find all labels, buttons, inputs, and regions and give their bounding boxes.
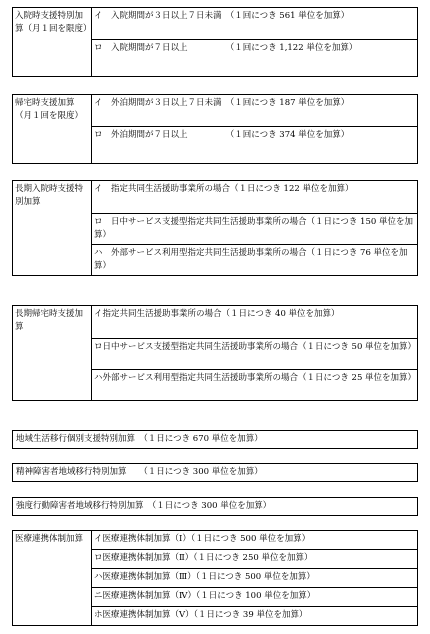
item-row: ホ医療連携体制加算（Ⅴ）（１日につき 39 単位を加算） [92, 607, 418, 626]
section-title: 帰宅時支援加算（月１回を限度） [13, 95, 92, 164]
item-row: ロ 外泊期間が７日以上 （１回につき 374 単位を加算） [92, 127, 418, 164]
row-mental-transition: 精神障害者地域移行特別加算 （１日につき 300 単位を加算） [12, 463, 418, 482]
section-admission-support [12, 7, 418, 77]
section-title: 長期入院時支援特別加算 [13, 181, 92, 276]
item-row: イ医療連携体制加算（Ⅰ）（１日につき 500 単位を加算） [92, 531, 418, 550]
section-title: 長期帰宅時支援加算 [13, 306, 92, 401]
item-row: ハ外部サービス利用型指定共同生活援助事業所の場合（１日につき 25 単位を加算） [92, 370, 418, 401]
item-row: イ 入院期間が３日以上７日未満 （１回につき 561 単位を加算） [92, 8, 418, 40]
item-row: ハ医療連携体制加算（Ⅲ）（１日につき 500 単位を加算） [92, 569, 418, 588]
section-home-visit-support [12, 94, 418, 164]
row-behavior-transition: 強度行動障害者地域移行特別加算 （１日につき 300 単位を加算） [12, 497, 418, 516]
section-long-term-admission [12, 180, 418, 276]
item-row: イ 外泊期間が３日以上７日未満 （１回につき 187 単位を加算） [92, 95, 418, 127]
item-row: ロ医療連携体制加算（Ⅱ）（１日につき 250 単位を加算） [92, 550, 418, 569]
item-row: ハ 外部サービス利用型指定共同生活援助事業所の場合（１日につき 76 単位を加算） [92, 245, 418, 276]
section-long-term-home [12, 305, 418, 401]
section-title: 入院時支援特別加算（月１回を限度） [13, 8, 92, 77]
item-row: ロ 入院期間が７日以上 （１回につき 1,122 単位を加算） [92, 40, 418, 77]
item-row: イ 指定共同生活援助事業所の場合（１日につき 122 単位を加算） [92, 181, 418, 214]
item-row: イ指定共同生活援助事業所の場合（１日につき 40 単位を加算） [92, 306, 418, 339]
item-row: ロ 日中サービス支援型指定共同生活援助事業所の場合（１日につき 150 単位を加算） [92, 214, 418, 245]
row-community-transition: 地域生活移行個別支援特別加算 （１日につき 670 単位を加算） [12, 430, 418, 449]
section-medical-cooperation [12, 530, 418, 626]
item-row: ニ医療連携体制加算（Ⅳ）（１日につき 100 単位を加算） [92, 588, 418, 607]
section-title: 医療連携体制加算 [13, 531, 92, 626]
item-row: ロ日中サービス支援型指定共同生活援助事業所の場合（１日につき 50 単位を加算） [92, 339, 418, 370]
